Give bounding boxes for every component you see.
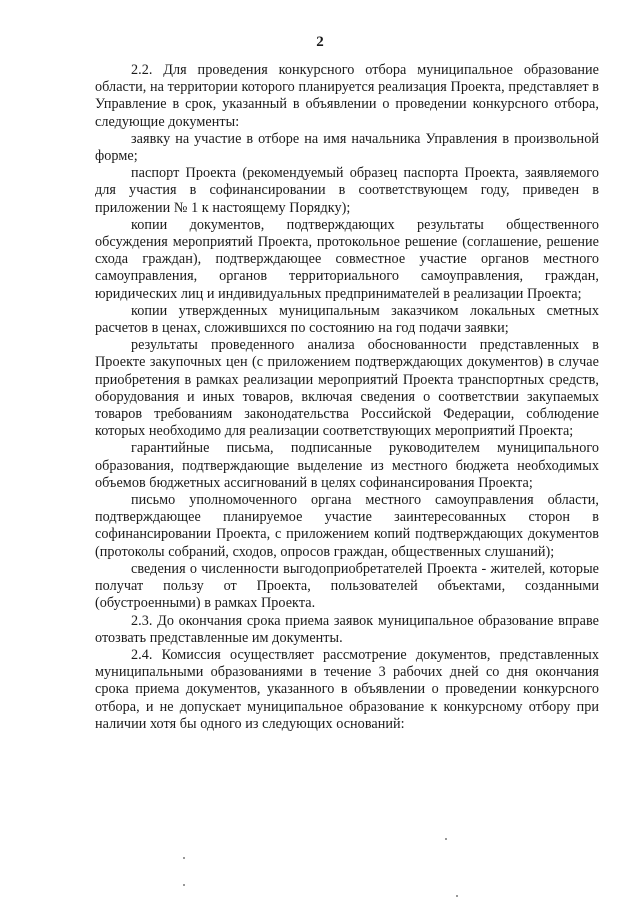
- paragraph-guarantee-letters: гарантийные письма, подписанные руководителем муниципального образования, подтверждающие выделение из местного бюджета необходимых объемов бюджетных ассигнований в целях софинансирования Проекта;: [95, 440, 599, 491]
- scan-speck: [183, 857, 185, 859]
- scan-speck: [445, 838, 447, 840]
- paragraph-estimates: копии утвержденных муниципальным заказчиком локальных сметных расчетов в ценах, сложившихся по состоянию на год подачи заявки;: [95, 302, 599, 337]
- paragraph-2-4: 2.4. Комиссия осуществляет рассмотрение документов, представленных муниципальными образованиями в течение 3 рабочих дней со дня окончания срока приема документов, указанного в объявлении о проведении конкурсного отбора, и не допускает муниципальное образование к конкурсному отбору при наличии хотя бы одного из следующих оснований:: [95, 646, 599, 732]
- paragraph-application: заявку на участие в отборе на имя начальника Управления в произвольной форме;: [95, 130, 599, 165]
- page-number: 2: [316, 34, 324, 50]
- scan-speck: [456, 895, 458, 897]
- paragraph-passport: паспорт Проекта (рекомендуемый образец паспорта Проекта, заявляемого для участия в софинансировании в соответствующем году, приведен в приложении № 1 к настоящему Порядку);: [95, 165, 599, 216]
- paragraph-authority-letter: письмо уполномоченного органа местного самоуправления области, подтверждающее планируемое участие заинтересованных сторон в софинансировании Проекта, с приложением копий подтверждающих документов (протоколы собраний, сходов, опросов граждан, общественных слушаний);: [95, 492, 599, 560]
- document-body: [95, 62, 599, 733]
- scan-speck: [183, 884, 185, 886]
- paragraph-price-analysis: результаты проведенного анализа обоснованности представленных в Проекте закупочных цен (с приложением подтверждающих документов) в случае приобретения в рамках реализации мероприятий Проекта транспортных средств, оборудования и иных товаров, включая сведения о соответствии закупаемых товаров требованиям законодательства Российской Федерации, соблюдение которых необходимо для реализации соответствующих мероприятий Проекта;: [95, 337, 599, 440]
- paragraph-beneficiaries: сведения о численности выгодоприобретателей Проекта - жителей, которые получат пользу от Проекта, пользователей объектами, созданными (обустроенными) в рамках Проекта.: [95, 560, 599, 612]
- paragraph-2-2: 2.2. Для проведения конкурсного отбора муниципальное образование области, на территории которого планируется реализация Проекта, представляет в Управление в срок, указанный в объявлении о проведении конкурсного отбора, следующие документы:: [95, 62, 599, 130]
- paragraph-2-3: 2.3. До окончания срока приема заявок муниципальное образование вправе отозвать представленные им документы.: [95, 612, 599, 646]
- paragraph-discussion-copies: копии документов, подтверждающих результаты общественного обсуждения мероприятий Проекта, протокольное решение (соглашение, решение схода граждан), подтверждающее совместное участие органов местного самоуправления, органов территориального самоуправления, граждан, юридических лиц и индивидуальных предпринимателей в реализации Проекта;: [95, 216, 599, 302]
